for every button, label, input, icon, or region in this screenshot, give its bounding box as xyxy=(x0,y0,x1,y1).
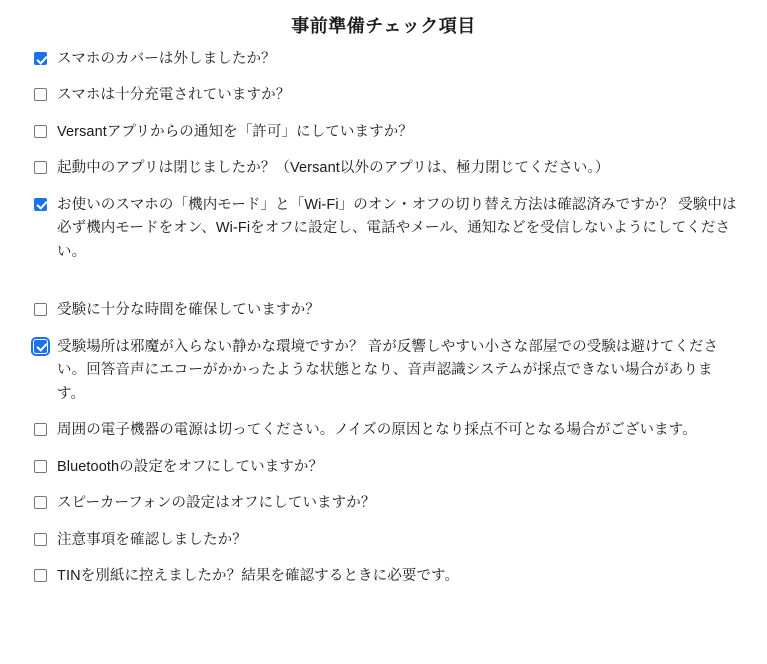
checkbox-icon[interactable] xyxy=(34,303,47,316)
checklist-item-label: 起動中のアプリは閉じましたか？（Versant以外のアプリは、極力閉じてください。） xyxy=(57,160,610,177)
checkbox-icon[interactable] xyxy=(34,198,47,211)
checklist-item-label: スピーカーフォンの設定はオフにしていますか？ xyxy=(57,495,376,512)
page-title: 事前準備チェック項目 xyxy=(291,16,476,36)
checklist-item[interactable] xyxy=(34,48,737,71)
checklist-item[interactable] xyxy=(34,84,737,107)
checklist-item[interactable] xyxy=(34,529,737,552)
checklist-item[interactable] xyxy=(34,565,737,588)
checkbox-icon[interactable] xyxy=(34,533,47,546)
checklist-item[interactable] xyxy=(34,157,737,180)
checklist xyxy=(0,48,767,589)
checklist-item-label: スマホは十分充電されていますか？ xyxy=(57,87,291,104)
checklist-item-label: 周囲の電子機器の電源は切ってください。ノイズの原因となり採点不可となる場合がございます。 xyxy=(57,422,697,439)
checklist-item[interactable] xyxy=(34,121,737,144)
checkbox-icon[interactable] xyxy=(34,340,47,353)
checklist-item-label: 受験に十分な時間を確保していますか？ xyxy=(57,302,320,319)
checkbox-icon[interactable] xyxy=(34,460,47,473)
checklist-item-label: 受験場所は邪魔が入らない静かな環境ですか？ 音が反響しやすい小さな部屋での受験は避けてください。回答音声にエコーがかかったような状態となり、音声認識システムが採点できない場合があります。 xyxy=(57,338,719,402)
checklist-item[interactable] xyxy=(34,419,737,442)
checkbox-icon[interactable] xyxy=(34,423,47,436)
checklist-item-label: 注意事項を確認しましたか？ xyxy=(57,531,247,548)
checkbox-icon[interactable] xyxy=(34,125,47,138)
checkbox-icon[interactable] xyxy=(34,569,47,582)
checklist-item[interactable] xyxy=(34,194,737,264)
checklist-item-label: お使いのスマホの「機内モード」と「Wi-Fi」のオン・オフの切り替え方法は確認済みですか？ 受験中は必ず機内モードをオン、Wi-Fiをオフに設定し、電話やメール、通知などを受信しないようにしてください。 xyxy=(57,196,737,260)
checklist-item-label: スマホのカバーは外しましたか？ xyxy=(57,51,276,67)
checklist-item-label: TINを別紙に控えましたか？結果を確認するときに必要です。 xyxy=(57,568,460,585)
checkbox-icon[interactable] xyxy=(34,52,47,65)
checklist-item[interactable] xyxy=(34,456,737,479)
checkbox-icon[interactable] xyxy=(34,88,47,101)
checklist-item[interactable] xyxy=(34,299,737,322)
checkbox-icon[interactable] xyxy=(34,496,47,509)
checkbox-icon[interactable] xyxy=(34,161,47,174)
checklist-item[interactable] xyxy=(34,336,737,406)
checklist-item[interactable] xyxy=(34,492,737,515)
checklist-item-label: Bluetoothの設定をオフにしていますか？ xyxy=(57,458,324,475)
checklist-item-label: Versantアプリからの通知を「許可」にしていますか？ xyxy=(57,123,413,140)
